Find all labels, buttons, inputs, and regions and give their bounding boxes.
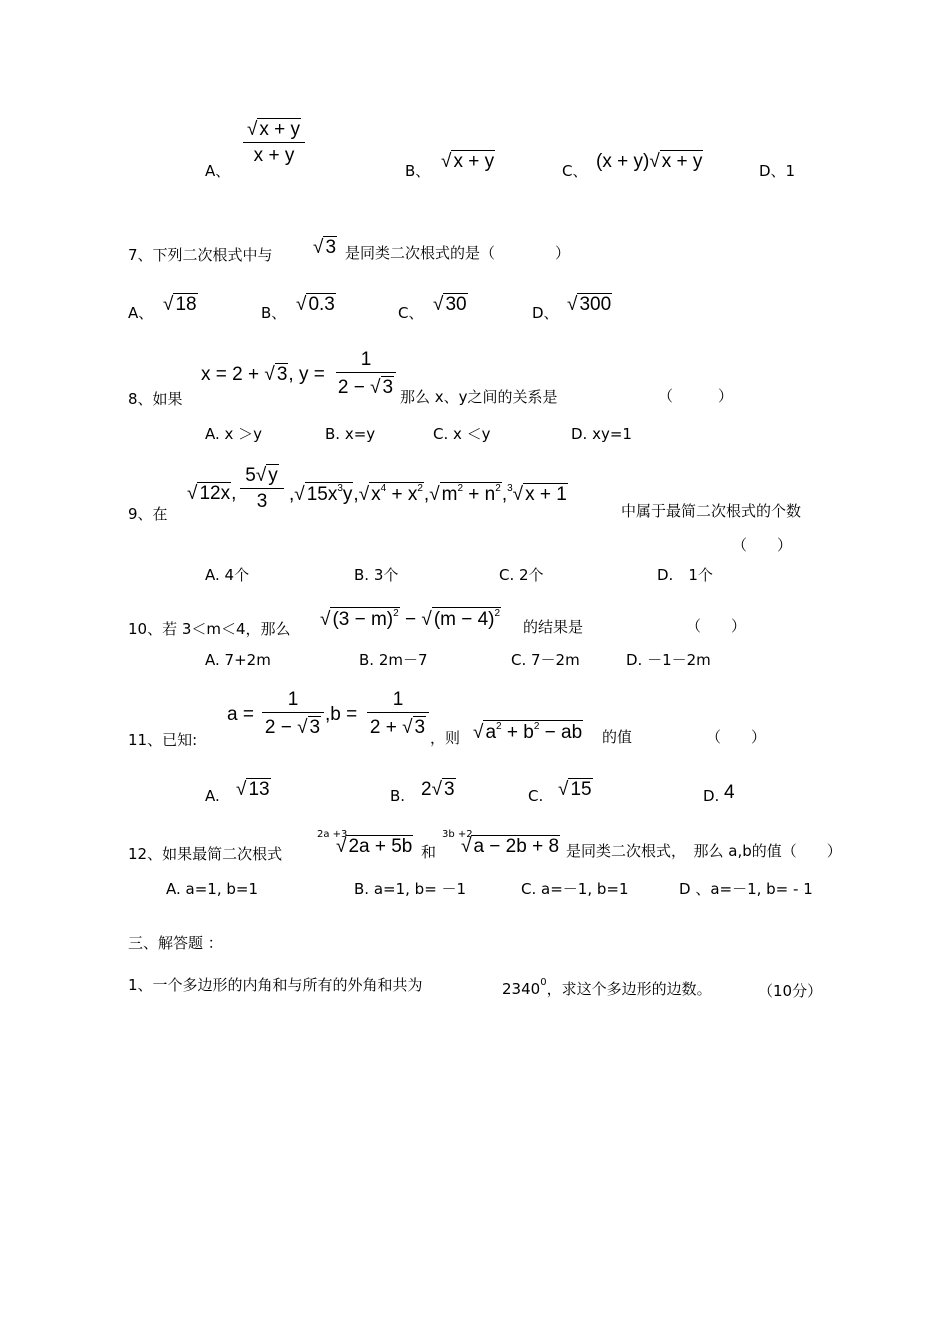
q9-option-b: B. 3个 xyxy=(354,566,399,584)
q9-answer-paren: （ ） xyxy=(732,536,793,554)
section-title: 三、解答题 ： xyxy=(128,934,223,952)
q7-option-c: C、 xyxy=(398,304,424,322)
q9-stem-post: 中属于最简二次根式的个数 xyxy=(621,502,802,520)
q10-answer-paren: （ ） xyxy=(686,617,747,635)
q11-label: 11、已知: xyxy=(128,731,198,749)
option-c-label: C、 xyxy=(562,162,588,180)
q11-b-eq: ,b = xyxy=(325,704,358,725)
q7-option-d-radical: √ 300 xyxy=(567,294,612,315)
q10-stem-post: 的结果是 xyxy=(523,618,584,636)
option-b-label: B、 xyxy=(405,162,431,180)
q12-radical-2: √ a − 2b + 8 xyxy=(461,836,560,857)
q11-option-b: B. xyxy=(390,787,406,805)
q11-b-fraction: 1 2 + √ 3 xyxy=(367,690,429,737)
q9-radicals: ,√ $15x^3y,√$ $x^4 + x^2,√$ $m^2 + n^2,^3√$ x + 1 xyxy=(289,483,567,505)
q9-option-c: C. 2个 xyxy=(499,566,544,584)
q9-option-d: D. 1个 xyxy=(657,566,713,584)
q10-option-b: B. 2m－7 xyxy=(359,651,428,669)
q8-option-d: D. xy=1 xyxy=(571,425,632,443)
problem-1-score: （10分） xyxy=(758,982,823,1000)
q12-radical-1-index: 2a +3 xyxy=(317,829,348,840)
q9-fraction: 5√ y 3 xyxy=(240,464,284,511)
q7-option-b: B、 xyxy=(261,304,287,322)
q12-stem: 12、如果最简二次根式 xyxy=(128,845,283,863)
option-a-label: A、 xyxy=(205,162,231,180)
option-d-label: D、1 xyxy=(759,162,796,180)
q11-option-d-value: 4 xyxy=(724,782,735,803)
q12-radical-1: √ 2a + 5b xyxy=(336,836,413,857)
q8-option-c: C. x ＜y xyxy=(433,425,491,443)
q12-radical-2-index: 3b +2 xyxy=(442,829,473,840)
q10-stem: 10、若 3＜m＜4，那么 xyxy=(128,620,291,638)
q10-expression: √ $(3 - m)^2$ − √ $(m - 4)^2$ xyxy=(320,608,501,630)
q7-option-c-radical: √ 30 xyxy=(433,294,467,315)
q10-option-a: A. 7+2m xyxy=(205,651,271,669)
problem-1-value: 2340$^0$，求这个多边形的边数。 xyxy=(502,977,712,998)
q12-and: 和 xyxy=(421,843,437,861)
q8-option-b: B. x=y xyxy=(325,425,376,443)
q7-option-d: D、 xyxy=(532,304,559,322)
q9-radical-1: √ 12x, xyxy=(187,483,237,504)
q10-option-c: C. 7－2m xyxy=(511,651,580,669)
q7-stem-post: 是同类二次根式的是（ ） xyxy=(345,244,571,262)
q7-option-a: A、 xyxy=(128,304,154,322)
q8-answer-paren: （ ） xyxy=(658,387,734,405)
q7-option-a-radical: √ 18 xyxy=(163,294,197,315)
q12-stem-post: 是同类二次根式， 那么 a,b的值（ ） xyxy=(566,842,842,860)
q11-option-c: C. xyxy=(528,787,544,805)
q9-option-a: A. 4个 xyxy=(205,566,250,584)
q11-option-b-radical: 2√ 3 xyxy=(421,779,455,800)
option-b-radical: √ x + y xyxy=(441,151,495,172)
q11-stem-post: 的值 xyxy=(602,728,633,746)
q8-option-a: A. x ＞y xyxy=(205,425,263,443)
q11-radical: √ $a^2 + b^2$ − ab xyxy=(473,721,583,743)
q12-option-c: C. a=－1, b=1 xyxy=(521,880,629,898)
q11-a-fraction: 1 2 − √ 3 xyxy=(262,690,324,737)
q11-option-d: D. xyxy=(703,787,720,805)
q12-option-a: A. a=1, b=1 xyxy=(166,880,259,898)
option-a-fraction: √ x + y x + y xyxy=(243,118,305,165)
option-c-expression: (x + y)√ x + y xyxy=(596,151,703,172)
q11-answer-paren: （ ） xyxy=(706,728,767,746)
q7-stem: 7、下列二次根式中与 xyxy=(128,246,273,264)
q11-then: ，则 xyxy=(430,729,461,747)
q8-y-fraction: 1 2 − √ 3 xyxy=(336,350,396,397)
q7-option-b-radical: √ 0.3 xyxy=(296,294,335,315)
q11-option-a-radical: √ 13 xyxy=(236,779,270,800)
q8-stem-post: 那么 x、y之间的关系是 xyxy=(400,388,558,406)
q12-option-b: B. a=1, b= －1 xyxy=(354,880,467,898)
q12-option-d: D 、a=－1, b= - 1 xyxy=(679,880,813,898)
problem-1-stem: 1、一个多边形的内角和与所有的外角和共为 xyxy=(128,976,423,994)
q11-option-a: A. xyxy=(205,787,220,805)
q8-label: 8、如果 xyxy=(128,390,183,408)
q8-x-expression: x = 2 + √ 3, y = xyxy=(201,364,325,385)
q11-option-c-radical: √ 15 xyxy=(558,779,592,800)
q9-label: 9、在 xyxy=(128,505,168,523)
q7-radical: √ 3 xyxy=(313,237,337,258)
q11-a-eq: a = xyxy=(227,704,254,725)
q10-option-d: D. －1－2m xyxy=(626,651,711,669)
